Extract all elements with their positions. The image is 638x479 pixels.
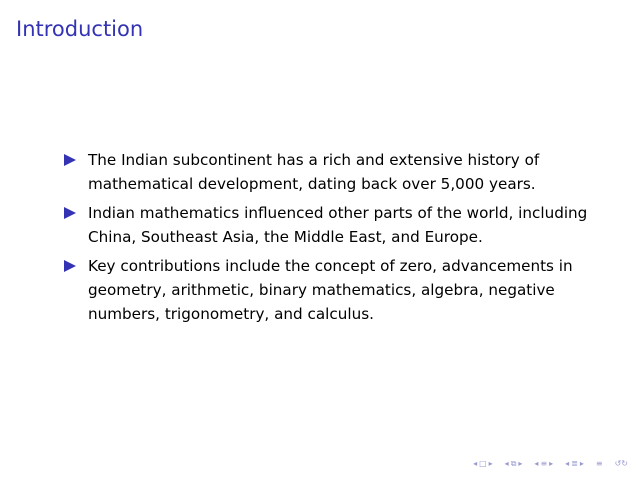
triangle-bullet-icon <box>64 154 76 166</box>
bullet-item <box>64 254 604 326</box>
bullet-list <box>64 148 604 331</box>
subsection-navigation <box>534 459 553 469</box>
bullet-text: Key contributions include the concept of zero, advancements in geometry, arithmetic, binary mathematics, algebra, negative numbers, trigonometry, and calculus. <box>88 257 573 323</box>
frame-icon[interactable]: ⧉ <box>510 459 517 468</box>
bullet-item <box>64 201 604 249</box>
section-left-icon[interactable]: ◂ <box>565 459 570 468</box>
section-right-icon[interactable]: ▸ <box>579 459 584 468</box>
beamer-navigation-bar <box>473 459 628 469</box>
frame-navigation <box>505 459 523 469</box>
bullet-text: The Indian subcontinent has a rich and extensive history of mathematical development, dating back over 5,000 years. <box>88 151 540 193</box>
subsection-left-icon[interactable]: ◂ <box>534 459 539 468</box>
frame-left-icon[interactable]: ◂ <box>504 459 509 468</box>
bullet-text: Indian mathematics influenced other parts of the world, including China, Southeast Asia, the Middle East, and Europe. <box>88 204 588 246</box>
section-navigation <box>565 459 584 469</box>
frame-title: Introduction <box>16 17 144 41</box>
subsection-icon[interactable]: ≡ <box>540 459 548 468</box>
section-icon[interactable]: ≣ <box>571 459 578 468</box>
triangle-bullet-icon <box>64 207 76 219</box>
triangle-bullet-icon <box>64 260 76 272</box>
slide-icon[interactable]: □ <box>479 459 487 468</box>
frame-right-icon[interactable]: ▸ <box>518 459 523 468</box>
slide-right-icon[interactable]: ▸ <box>488 459 493 468</box>
document-icon[interactable]: ≡ <box>595 459 603 468</box>
slide-left-icon[interactable]: ◂ <box>473 459 478 468</box>
subsection-right-icon[interactable]: ▸ <box>549 459 554 468</box>
slide-navigation <box>473 459 493 469</box>
search-icon[interactable]: ↺↻ <box>614 459 628 468</box>
bullet-item <box>64 148 604 196</box>
